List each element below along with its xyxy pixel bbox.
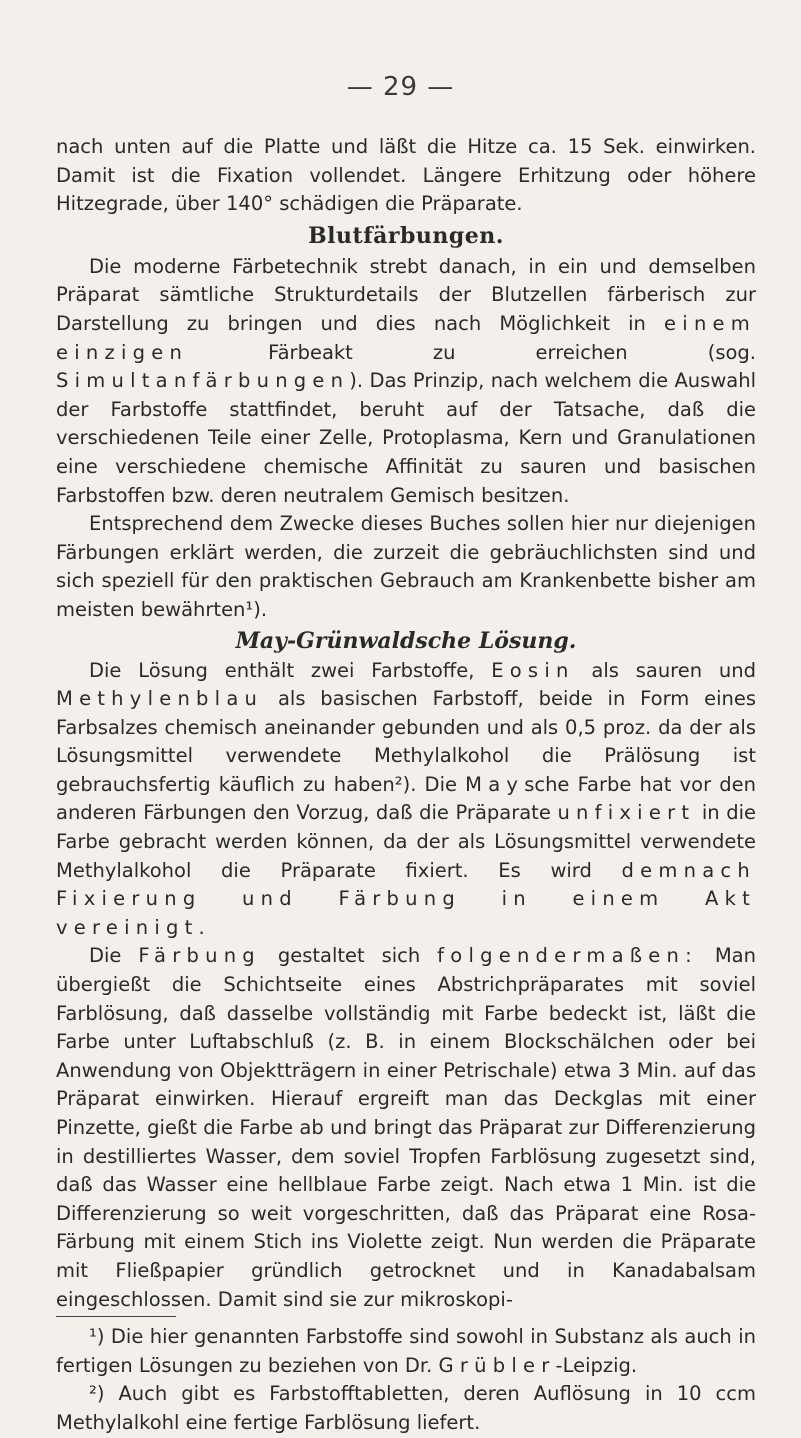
spaced-emphasis: Eosin	[491, 658, 575, 682]
paragraph-faerbetechnik	[56, 253, 756, 510]
footnote-2: ²) Auch gibt es Farbstofftabletten, deren Auflösung in 10 ccm Methylalkohl eine fertige Farblösung liefert.	[56, 1382, 756, 1434]
text-run: Die	[89, 944, 122, 968]
paragraph-loesung	[56, 657, 756, 943]
spaced-emphasis: Methylenblau	[56, 687, 264, 711]
text-run: -Leipzig.	[555, 1353, 638, 1377]
text-run: Die moderne Färbetechnik strebt danach, in ein und demselben Präparat sämtliche Strukturdetails der Blutzellen färberisch zur Darstellung zu bringen und dies nach Möglichkeit in	[56, 254, 756, 335]
text-run: gestaltet sich	[277, 944, 421, 968]
paragraph-faerbung-procedure	[56, 942, 756, 1314]
text-run: Färbeakt zu erreichen (sog.	[268, 340, 757, 364]
text-run: als sauren und	[591, 658, 757, 682]
spaced-emphasis: Simultanfärbungen	[56, 369, 350, 393]
text-run: als basischen Farbstoff, beide in Form eines Farbsalzes chemisch aneinander gebunden und als 0,5 proz. da der als Lösungsmittel verwendete Methylalkohol die Prälösung ist gebrauchsfertig käuflich zu haben²). Die	[56, 687, 757, 796]
paragraph-entsprechend: Entsprechend dem Zwecke dieses Buches sollen hier nur diejenigen Färbungen erklärt werden, die zurzeit die gebräuchlichsten sind und sich speziell für den praktischen Gebrauch am Krankenbette bisher am meisten bewährten¹).	[56, 512, 756, 621]
spaced-emphasis: demnach Fixierung und Färbung in einem Akt vereinigt.	[56, 858, 756, 939]
text-run: ). Das Prinzip, nach welchem die Auswahl der Farbstoffe stattfindet, beruht auf der Tatsache, daß die verschiedenen Teile einer Zelle, Protoplasma, Kern und Granulationen eine verschiedene chemische Affinität zu sauren und basischen Farbstoffen bzw. deren neutralem Gemisch besitzen.	[56, 369, 756, 507]
text-run: Die Lösung enthält zwei Farbstoffe,	[89, 658, 475, 682]
body-text	[56, 133, 756, 1438]
spaced-emphasis: folgendermaßen:	[437, 944, 698, 968]
spaced-emphasis: May	[465, 772, 525, 796]
paragraph-fixation: nach unten auf die Platte und läßt die Hitze ca. 15 Sek. einwirken. Damit ist die Fixation vollendet. Längere Erhitzung oder höhere Hitzegrade, über 140° schädigen die Präparate.	[56, 135, 756, 216]
spaced-emphasis: unfixiert	[557, 801, 696, 825]
text-run: in die Farbe gebracht werden können, da der als Lösungsmittel verwendete Methylalkohol die Präparate fixiert. Es wird	[56, 801, 756, 882]
page-number: — 29 —	[346, 72, 455, 102]
section-heading-blutfaerbungen: Blutfärbungen.	[308, 222, 504, 249]
spaced-emphasis: Färbung	[138, 944, 261, 968]
text-run: sche Farbe hat vor den anderen Färbungen den Vorzug, daß die Präparate	[56, 772, 756, 825]
spaced-emphasis: einem einzigen	[56, 311, 757, 364]
footnote-divider	[56, 1316, 176, 1317]
spaced-emphasis: Grübler	[438, 1353, 556, 1377]
subheading-may-gruenwald: May-Grünwaldsche Lösung.	[235, 627, 577, 654]
text-run: Man übergießt die Schichtseite eines Abstrichpräparates mit soviel Farblösung, daß dasselbe vollständig mit Farbe bedeckt ist, läßt die Farbe unter Luftabschluß (z. B. in einem Blockschälchen oder bei Anwendung von Objektträgern in einer Petrischale) etwa 3 Min. auf das Präparat einwirken. Hierauf ergreift man das Deckglas mit einer Pinzette, gießt die Farbe ab und bringt das Präparat zur Differenzierung in destilliertes Wasser, dem soviel Tropfen Farblösung zugesetzt sind, daß das Wasser eine hellblaue Farbe zeigt. Nach etwa 1 Min. ist die Differenzierung so weit vorgeschritten, daß das Präparat eine Rosa-Färbung mit einem Stich ins Violette zeigt. Nun werden die Präparate mit Fließpapier gründlich getrocknet und in Kanadabalsam eingeschlossen. Damit sind sie zur mikroskopi-	[56, 944, 756, 1311]
text-run: ¹) Die hier genannten Farbstoffe sind sowohl in Substanz als auch in fertigen Lösungen zu beziehen von Dr.	[56, 1325, 756, 1377]
